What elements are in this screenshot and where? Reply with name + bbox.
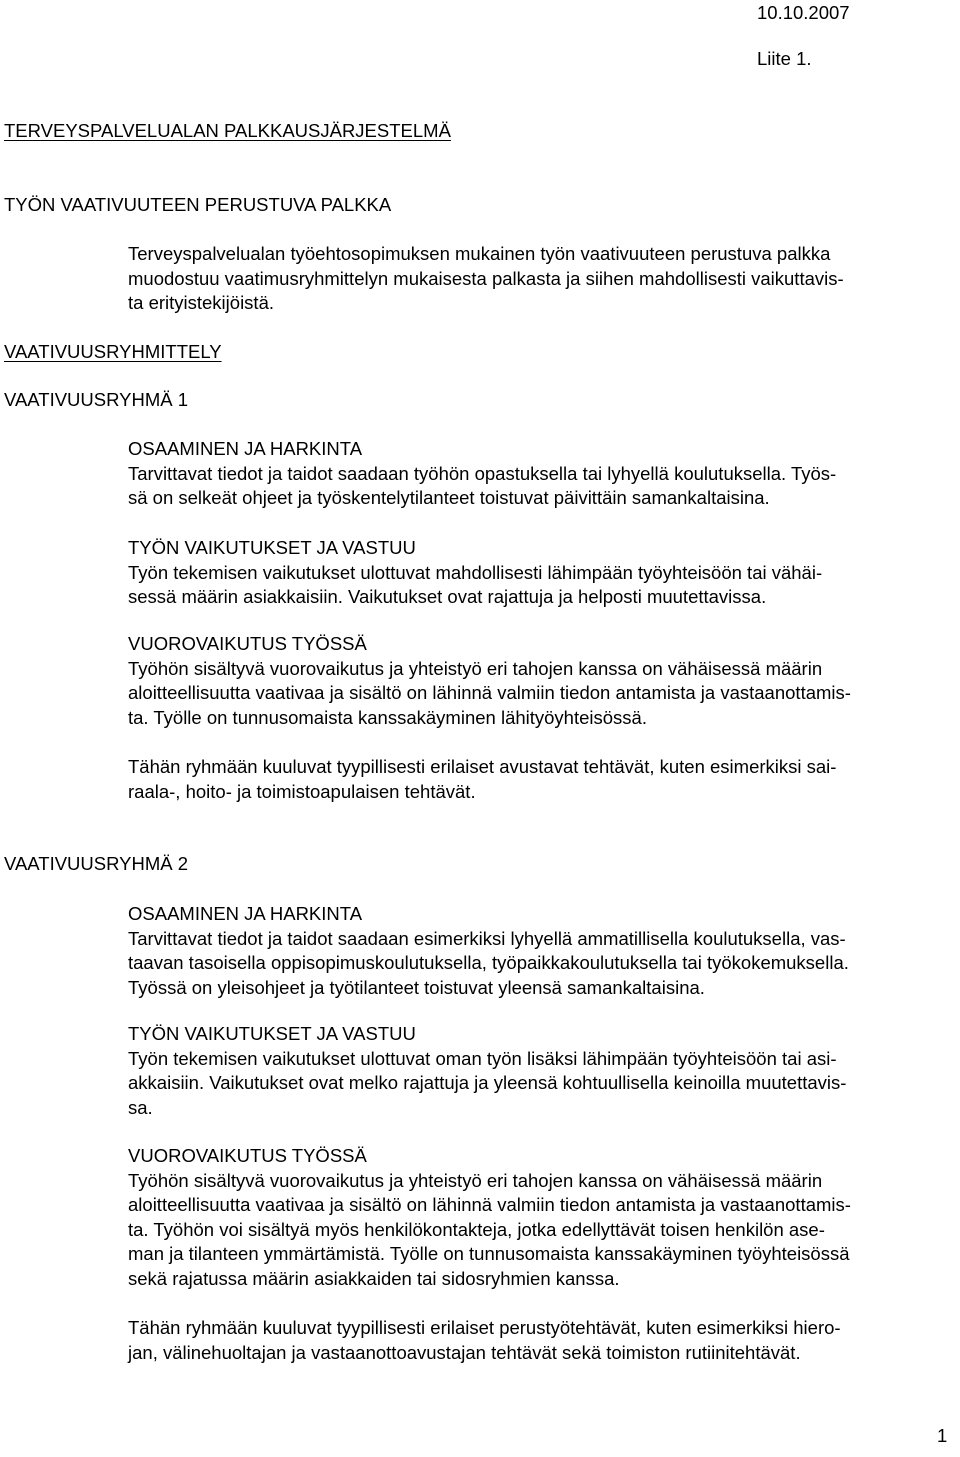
examples-line: Tähän ryhmään kuuluvat tyypillisesti erilaiset avustavat tehtävät, kuten esimerkiksi sai- — [128, 756, 837, 777]
interaction-line: sekä rajatussa määrin asiakkaiden tai sidosryhmien kanssa. — [128, 1267, 620, 1289]
interaction-line: Työhön sisältyvä vuorovaikutus ja yhteistyö eri tahojen kanssa on vähäisessä määrin — [128, 657, 823, 679]
group1-knowledge — [128, 437, 958, 511]
knowledge-heading: OSAAMINEN JA HARKINTA — [128, 438, 363, 459]
group1-interaction — [128, 632, 958, 730]
document-subtitle: TYÖN VAATIVUUTEEN PERUSTUVA PALKKA — [4, 194, 392, 215]
interaction-heading: VUOROVAIKUTUS TYÖSSÄ — [128, 633, 367, 654]
group1-title: VAATIVUUSRYHMÄ 1 — [4, 389, 189, 410]
impact-line: Työn tekemisen vaikutukset ulottuvat oman työn lisäksi lähimpään työyhteisöön tai asi- — [128, 1047, 837, 1069]
intro-paragraph — [128, 242, 958, 316]
impact-heading: TYÖN VAIKUTUKSET JA VASTUU — [128, 1023, 416, 1044]
interaction-line: ta. Työhön voi sisältyä myös henkilökontakteja, jotka edellyttävät toisen henkilön ase- — [128, 1218, 825, 1240]
intro-line: Terveyspalvelualan työehtosopimuksen mukainen työn vaativuuteen perustuva palkka — [128, 243, 831, 264]
interaction-line: aloitteellisuutta vaativaa ja sisältö on lähinnä valmiin tiedon antamista ja vastaanottamis- — [128, 682, 851, 704]
impact-line: sa. — [128, 1096, 153, 1118]
document-date: 10.10.2007 — [757, 2, 850, 23]
intro-line: ta erityistekijöistä. — [128, 292, 274, 314]
interaction-line: Työhön sisältyvä vuorovaikutus ja yhteistyö eri tahojen kanssa on vähäisessä määrin — [128, 1169, 823, 1191]
interaction-line: ta. Työlle on tunnusomaista kanssakäyminen lähityöyhteisössä. — [128, 706, 647, 728]
examples-line: jan, välinehuoltajan ja vastaanottoavustajan tehtävät sekä toimiston rutiinitehtävät. — [128, 1341, 801, 1363]
group2-examples — [128, 1316, 958, 1365]
document-title: TERVEYSPALVELUALAN PALKKAUSJÄRJESTELMÄ — [4, 120, 451, 141]
interaction-line: man ja tilanteen ymmärtämistä. Työlle on tunnusomaista kanssakäyminen työyhteisössä — [128, 1243, 850, 1265]
group2-knowledge — [128, 902, 958, 1000]
group2-interaction — [128, 1144, 958, 1292]
attachment-label: Liite 1. — [757, 48, 812, 69]
knowledge-line: taavan tasoisella oppisopimuskoulutuksella, työpaikkakoulutuksella tai työkokemuksella. — [128, 952, 849, 974]
group1-impact — [128, 536, 958, 610]
impact-heading: TYÖN VAIKUTUKSET JA VASTUU — [128, 537, 416, 558]
knowledge-heading: OSAAMINEN JA HARKINTA — [128, 903, 363, 924]
knowledge-line: Tarvittavat tiedot ja taidot saadaan esimerkiksi lyhyellä ammatillisella koulutuksella, vas- — [128, 927, 846, 949]
knowledge-line: sä on selkeät ohjeet ja työskentelytilanteet toistuvat päivittäin samankaltaisina. — [128, 487, 770, 509]
examples-line: Tähän ryhmään kuuluvat tyypillisesti erilaiset perustyötehtävät, kuten esimerkiksi hiero- — [128, 1317, 841, 1338]
impact-line: akkaisiin. Vaikutukset ovat melko rajattuja ja yleensä kohtuullisella keinoilla muutettavis- — [128, 1072, 847, 1094]
group2-impact — [128, 1022, 958, 1120]
knowledge-line: Tarvittavat tiedot ja taidot saadaan työhön opastuksella tai lyhyellä koulutuksella. Työs- — [128, 462, 837, 484]
impact-line: sessä määrin asiakkaisiin. Vaikutukset ovat rajattuja ja helposti muutettavissa. — [128, 586, 767, 608]
group2-title: VAATIVUUSRYHMÄ 2 — [4, 853, 189, 874]
interaction-line: aloitteellisuutta vaativaa ja sisältö on lähinnä valmiin tiedon antamista ja vastaanottamis- — [128, 1194, 851, 1216]
section-title: VAATIVUUSRYHMITTELY — [4, 341, 222, 362]
knowledge-line: Työssä on yleisohjeet ja työtilanteet toistuvat yleensä samankaltaisina. — [128, 976, 705, 998]
examples-line: raala-, hoito- ja toimistoapulaisen tehtävät. — [128, 780, 476, 802]
intro-line: muodostuu vaatimusryhmittelyn mukaisesta palkasta ja siihen mahdollisesti vaikuttavis- — [128, 267, 844, 289]
page-number: 1 — [937, 1425, 948, 1446]
interaction-heading: VUOROVAIKUTUS TYÖSSÄ — [128, 1145, 367, 1166]
group1-examples — [128, 755, 958, 804]
impact-line: Työn tekemisen vaikutukset ulottuvat mahdollisesti lähimpään työyhteisöön tai vähäi- — [128, 561, 823, 583]
